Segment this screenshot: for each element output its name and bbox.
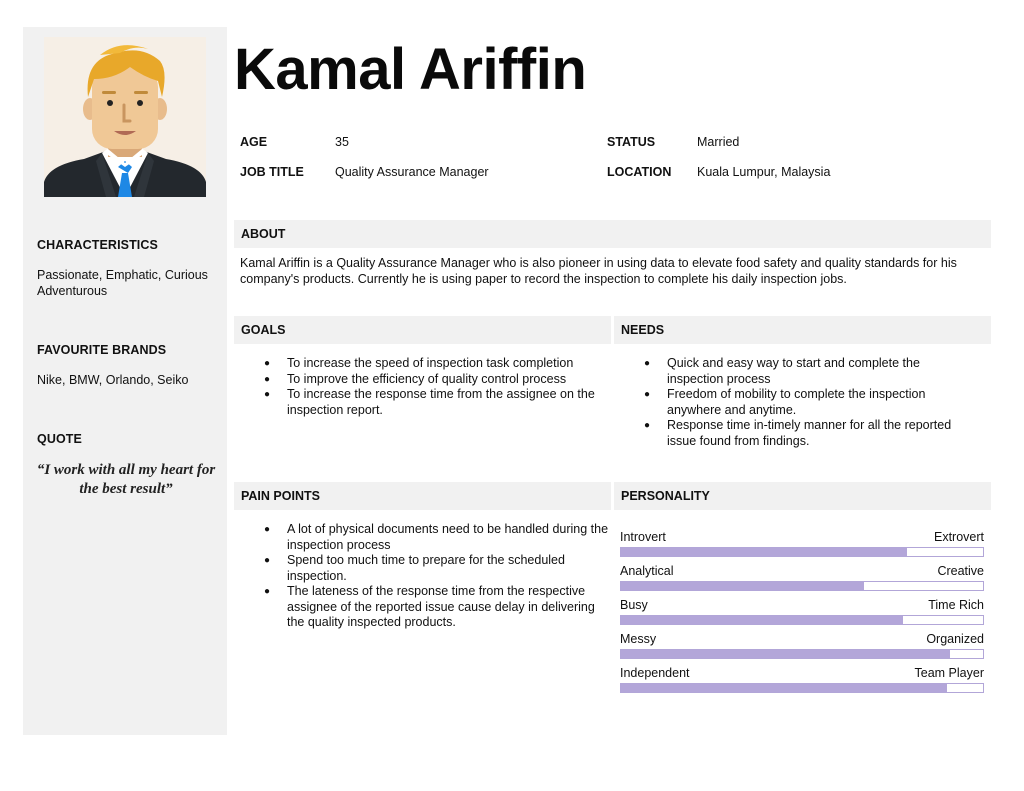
list-item: ● To increase the speed of inspection task completion [240, 356, 610, 372]
about-header: ABOUT [234, 220, 991, 248]
list-item: ● Response time in-timely manner for all the reported issue found from findings. [620, 418, 970, 449]
trait-bar-fill [621, 548, 907, 556]
favourite-brands-label: FAVOURITE BRANDS [37, 343, 167, 357]
trait-messy-organized [620, 632, 984, 658]
trait-right-label: Organized [926, 632, 984, 646]
trait-bar [620, 649, 984, 659]
trait-right-label: Team Player [914, 666, 984, 680]
trait-right-label: Time Rich [928, 598, 984, 612]
location-value: Kuala Lumpur, Malaysia [697, 165, 831, 179]
pain-points-list [240, 522, 610, 631]
trait-introvert-extrovert [620, 530, 984, 556]
avatar-illustration [44, 37, 206, 197]
about-text: Kamal Ariffin is a Quality Assurance Manager who is also pioneer in using data to elevate food safety and quality standards for his company's products. Currently he is using paper to record the inspection to complete his daily inspection jobs. [240, 256, 957, 286]
trait-bar [620, 547, 984, 557]
status-label: STATUS [607, 135, 656, 149]
trait-left-label: Busy [620, 598, 648, 612]
trait-right-label: Extrovert [933, 530, 984, 544]
goals-header: GOALS [234, 316, 611, 344]
avatar [44, 37, 206, 197]
trait-bar-fill [621, 616, 903, 624]
list-item: ● To improve the efficiency of quality control process [240, 372, 610, 388]
trait-right-label: Creative [937, 564, 984, 578]
personality-header: PERSONALITY [614, 482, 991, 510]
favourite-brands-text: Nike, BMW, Orlando, Seiko [37, 373, 189, 387]
job-title-label: JOB TITLE [240, 165, 304, 179]
age-label: AGE [240, 135, 268, 149]
trait-bar [620, 581, 984, 591]
list-item: ● The lateness of the response time from the respective assignee of the reported issue cause delay in delivering the quality inspected products. [240, 584, 610, 631]
quote-text: “I work with all my heart for the best result” [36, 462, 216, 497]
characteristics-text: Passionate, Emphatic, Curious Adventurous [37, 268, 208, 298]
trait-left-label: Introvert [620, 530, 666, 544]
trait-bar [620, 615, 984, 625]
age-value: 35 [335, 135, 349, 149]
trait-left-label: Independent [620, 666, 690, 680]
quote-label: QUOTE [37, 432, 82, 446]
list-item: ● Freedom of mobility to complete the inspection anywhere and anytime. [620, 387, 970, 418]
trait-bar-fill [621, 582, 864, 590]
list-item: ● To increase the response time from the assignee on the inspection report. [240, 387, 610, 418]
pain-points-header: PAIN POINTS [234, 482, 611, 510]
trait-independent-team-player [620, 666, 984, 692]
trait-bar-fill [621, 650, 950, 658]
needs-header: NEEDS [614, 316, 991, 344]
status-value: Married [697, 135, 740, 149]
location-label: LOCATION [607, 165, 672, 179]
list-item: ● Spend too much time to prepare for the scheduled inspection. [240, 553, 610, 584]
goals-list [240, 356, 610, 418]
persona-name: Kamal Ariffin [234, 37, 587, 102]
characteristics-label: CHARACTERISTICS [37, 238, 158, 252]
persona-sidebar [23, 27, 227, 735]
trait-busy-time-rich [620, 598, 984, 624]
trait-left-label: Messy [620, 632, 657, 646]
trait-bar [620, 683, 984, 693]
list-item: ● Quick and easy way to start and complete the inspection process [620, 356, 970, 387]
trait-left-label: Analytical [620, 564, 674, 578]
trait-bar-fill [621, 684, 947, 692]
list-item: ● A lot of physical documents need to be handled during the inspection process [240, 522, 610, 553]
needs-list [620, 356, 970, 449]
job-title-value: Quality Assurance Manager [335, 165, 489, 179]
trait-analytical-creative [620, 564, 984, 590]
